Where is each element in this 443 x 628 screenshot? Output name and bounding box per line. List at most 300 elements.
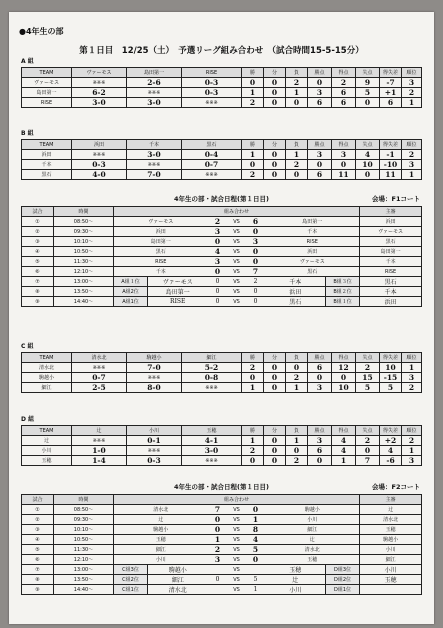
away-score: 0: [246, 505, 266, 515]
away-team: 駒越小: [266, 505, 360, 515]
header-cell: 失点: [356, 353, 380, 363]
away-score: 1: [246, 515, 266, 525]
header-cell: 得点: [332, 140, 356, 150]
home-score: 0: [208, 525, 228, 535]
away-score: 0: [246, 297, 266, 307]
table-row: [22, 170, 422, 180]
match-time: 09:30～: [54, 515, 114, 525]
header-cell: 分: [264, 140, 286, 150]
stat-cell: 5: [380, 383, 402, 393]
vs-label: VS: [228, 267, 246, 277]
table-row: [22, 160, 422, 170]
score-cell: 7-0: [127, 170, 182, 180]
header-cell: 勝点: [308, 68, 332, 78]
seed-team: 細江: [148, 575, 208, 585]
vs-label: VS: [228, 257, 246, 267]
group-label: B 組: [21, 130, 34, 137]
home-team: 辻: [114, 515, 208, 525]
home-score: 0: [208, 575, 228, 585]
score-cell: 0-8: [182, 373, 242, 383]
match-number: ⑥: [22, 555, 54, 565]
header-cell: 駒越小: [127, 353, 182, 363]
vs-label: VS: [228, 575, 246, 585]
match-time: 08:50～: [54, 217, 114, 227]
header-cell: 勝点: [308, 140, 332, 150]
team-name: 辻: [22, 436, 72, 446]
score-cell: 1-0: [72, 446, 127, 456]
match-number: ⑤: [22, 545, 54, 555]
seed-team: 小川: [266, 585, 326, 595]
stat-cell: 2: [332, 78, 356, 88]
stat-cell: 2: [286, 456, 308, 466]
table-row: [22, 545, 422, 555]
match-time: 14:40～: [54, 297, 114, 307]
header-cell: 主審: [360, 495, 422, 505]
header-cell: 負: [286, 68, 308, 78]
referee: 清水北: [360, 515, 422, 525]
table-row: [22, 150, 422, 160]
stat-cell: 5: [356, 383, 380, 393]
home-score: [208, 585, 228, 595]
stat-cell: 3: [402, 78, 422, 88]
self-match-cell: ※※※: [72, 150, 127, 160]
stat-cell: 0: [286, 98, 308, 108]
header-cell: 負: [286, 140, 308, 150]
stat-cell: 0: [308, 456, 332, 466]
table-row: [22, 217, 422, 227]
seed-label: A組１位: [114, 277, 148, 287]
stat-cell: 0: [356, 170, 380, 180]
match-number: ④: [22, 535, 54, 545]
away-team: 玉穂: [266, 555, 360, 565]
home-score: [208, 565, 228, 575]
self-match-cell: ※※※: [72, 78, 127, 88]
stat-cell: -7: [380, 78, 402, 88]
header-cell: TEAM: [22, 426, 72, 436]
table-row: [22, 297, 422, 307]
score-cell: 2-6: [127, 78, 182, 88]
header-cell: 小川: [127, 426, 182, 436]
score-cell: 4-1: [182, 436, 242, 446]
stat-cell: 0: [264, 88, 286, 98]
stat-cell: 6: [308, 170, 332, 180]
seed-label: B組３位: [326, 277, 360, 287]
match-time: 13:50～: [54, 287, 114, 297]
league-header-row: [22, 426, 422, 436]
score-cell: 6-2: [72, 88, 127, 98]
header-cell: 得失差: [380, 140, 402, 150]
stat-cell: 0: [242, 160, 264, 170]
home-team: 清水北: [114, 505, 208, 515]
header-cell: 負: [286, 426, 308, 436]
header-cell: 得点: [332, 68, 356, 78]
stat-cell: 2: [242, 98, 264, 108]
stat-cell: 6: [308, 363, 332, 373]
schedule-table: [21, 206, 422, 307]
stat-cell: +1: [380, 88, 402, 98]
stat-cell: 2: [286, 78, 308, 88]
stat-cell: 3: [308, 383, 332, 393]
referee: [360, 585, 422, 595]
team-name: 小川: [22, 446, 72, 456]
seed-team: 清水北: [148, 585, 208, 595]
header-cell: 時間: [54, 207, 114, 217]
stat-cell: 1: [402, 363, 422, 373]
home-score: 0: [208, 267, 228, 277]
stat-cell: 0: [332, 160, 356, 170]
away-score: 0: [246, 227, 266, 237]
self-match-cell: ※※※: [182, 456, 242, 466]
stat-cell: 2: [242, 446, 264, 456]
table-row: [22, 585, 422, 595]
referee: 辻: [360, 505, 422, 515]
day-title: 第１日目 12/25（土） 予選リーグ組み合わせ （試合時間15-5-15分）: [79, 46, 364, 56]
header-cell: TEAM: [22, 68, 72, 78]
header-cell: 清水北: [72, 353, 127, 363]
stat-cell: 2: [402, 436, 422, 446]
vs-label: VS: [228, 515, 246, 525]
referee: 千本: [360, 257, 422, 267]
vs-label: VS: [228, 217, 246, 227]
stat-cell: 0: [264, 170, 286, 180]
match-time: 13:50～: [54, 575, 114, 585]
stat-cell: 3: [308, 436, 332, 446]
table-row: [22, 456, 422, 466]
group-label: A 組: [21, 58, 34, 65]
score-cell: 0-3: [182, 78, 242, 88]
court-label: 会場：F2コート: [372, 483, 420, 491]
header-cell: 順位: [402, 426, 422, 436]
stat-cell: 0: [264, 373, 286, 383]
match-number: ④: [22, 247, 54, 257]
match-number: ⑦: [22, 277, 54, 287]
away-score: 0: [246, 247, 266, 257]
league-table: [21, 67, 422, 108]
league-header-row: [22, 140, 422, 150]
court-label: 会場：F1コート: [372, 195, 420, 203]
score-cell: 0-7: [72, 373, 127, 383]
schedule-table: [21, 494, 422, 595]
home-score: 7: [208, 505, 228, 515]
team-name: 島田第一: [22, 88, 72, 98]
referee: ヴァーモス: [360, 227, 422, 237]
match-time: 11:30～: [54, 545, 114, 555]
stat-cell: 2: [402, 88, 422, 98]
tournament-sheet: [9, 12, 434, 624]
stat-cell: 2: [356, 363, 380, 373]
header-cell: 分: [264, 353, 286, 363]
away-team: 島田第一: [266, 217, 360, 227]
header-cell: 勝点: [308, 353, 332, 363]
stat-cell: 2: [242, 363, 264, 373]
match-time: 13:00～: [54, 565, 114, 575]
stat-cell: 0: [286, 446, 308, 456]
score-cell: 5-2: [182, 363, 242, 373]
referee: 玉穂: [360, 575, 422, 585]
group-label: C 組: [21, 343, 34, 350]
away-score: 6: [246, 217, 266, 227]
header-cell: 失点: [356, 426, 380, 436]
stat-cell: 4: [332, 436, 356, 446]
match-time: 10:10～: [54, 525, 114, 535]
referee: 浜田: [360, 297, 422, 307]
table-row: [22, 287, 422, 297]
stat-cell: 0: [286, 170, 308, 180]
match-number: ③: [22, 525, 54, 535]
vs-label: VS: [228, 247, 246, 257]
stat-cell: 2: [242, 170, 264, 180]
score-cell: 0-3: [182, 88, 242, 98]
home-score: 2: [208, 545, 228, 555]
header-cell: 試合: [22, 207, 54, 217]
header-cell: 細江: [182, 353, 242, 363]
stat-cell: 0: [308, 78, 332, 88]
header-cell: 千本: [127, 140, 182, 150]
match-number: ③: [22, 237, 54, 247]
away-score: 3: [246, 237, 266, 247]
self-match-cell: ※※※: [182, 170, 242, 180]
away-team: 千本: [266, 227, 360, 237]
away-score: 4: [246, 535, 266, 545]
stat-cell: 0: [308, 160, 332, 170]
table-row: [22, 383, 422, 393]
table-row: [22, 98, 422, 108]
header-cell: 勝: [242, 426, 264, 436]
header-cell: 浜田: [72, 140, 127, 150]
referee: RISE: [360, 267, 422, 277]
stat-cell: 0: [242, 373, 264, 383]
self-match-cell: ※※※: [127, 88, 182, 98]
team-name: 細江: [22, 383, 72, 393]
match-time: 10:50～: [54, 535, 114, 545]
home-team: 浜田: [114, 227, 208, 237]
stat-cell: 3: [308, 150, 332, 160]
stat-cell: 2: [402, 150, 422, 160]
self-match-cell: ※※※: [72, 363, 127, 373]
stat-cell: -10: [380, 160, 402, 170]
seed-label: D組1位: [326, 585, 360, 595]
seed-label: B組２位: [326, 287, 360, 297]
stat-cell: 6: [380, 98, 402, 108]
schedule-title: 4年生の部・試合日程(第１日目): [174, 483, 269, 491]
stat-cell: 9: [356, 78, 380, 88]
stat-cell: 0: [242, 456, 264, 466]
stat-cell: 0: [264, 363, 286, 373]
vs-label: VS: [228, 585, 246, 595]
match-time: 12:10～: [54, 555, 114, 565]
table-row: [22, 267, 422, 277]
table-row: [22, 535, 422, 545]
seed-team: ヴァーモス: [148, 277, 208, 287]
seed-team: RISE: [148, 297, 208, 307]
stat-cell: 1: [286, 436, 308, 446]
match-number: ⑥: [22, 267, 54, 277]
stat-cell: 6: [332, 98, 356, 108]
stat-cell: 15: [356, 373, 380, 383]
stat-cell: 2: [286, 160, 308, 170]
away-team: 辻: [266, 535, 360, 545]
header-cell: 得失差: [380, 68, 402, 78]
self-match-cell: ※※※: [127, 446, 182, 456]
table-row: [22, 257, 422, 267]
match-number: ①: [22, 217, 54, 227]
home-team: 玉穂: [114, 535, 208, 545]
home-team: ヴァーモス: [114, 217, 208, 227]
seed-label: C組1位: [114, 585, 148, 595]
stat-cell: 6: [308, 98, 332, 108]
stat-cell: 0: [264, 78, 286, 88]
seed-team: 島田第一: [148, 287, 208, 297]
header-cell: RISE: [182, 68, 242, 78]
self-match-cell: ※※※: [72, 436, 127, 446]
table-row: [22, 505, 422, 515]
vs-label: VS: [228, 565, 246, 575]
score-cell: 4-0: [72, 170, 127, 180]
stat-cell: 0: [264, 436, 286, 446]
header-cell: 得点: [332, 426, 356, 436]
table-row: [22, 227, 422, 237]
team-name: ヴァーモス: [22, 78, 72, 88]
home-team: 小川: [114, 555, 208, 565]
stat-cell: 1: [242, 88, 264, 98]
vs-label: VS: [228, 525, 246, 535]
stat-cell: 3: [402, 373, 422, 383]
match-number: ⑨: [22, 585, 54, 595]
home-score: 0: [208, 515, 228, 525]
away-score: [246, 565, 266, 575]
team-name: 浜田: [22, 150, 72, 160]
seed-label: D組3位: [326, 565, 360, 575]
home-team: RISE: [114, 257, 208, 267]
seed-label: A組1位: [114, 297, 148, 307]
table-row: [22, 88, 422, 98]
team-name: 黒石: [22, 170, 72, 180]
home-score: 3: [208, 555, 228, 565]
score-cell: 0-1: [127, 436, 182, 446]
stat-cell: 4: [380, 446, 402, 456]
header-cell: 順位: [402, 68, 422, 78]
match-time: 12:10～: [54, 267, 114, 277]
away-score: 5: [246, 575, 266, 585]
home-score: 0: [208, 237, 228, 247]
schedule-title: 4年生の部・試合日程(第１日目): [174, 195, 269, 203]
away-score: 0: [246, 555, 266, 565]
table-row: [22, 555, 422, 565]
stat-cell: 7: [356, 456, 380, 466]
away-team: 小川: [266, 515, 360, 525]
home-score: 3: [208, 257, 228, 267]
home-score: 0: [208, 277, 228, 287]
league-table: [21, 139, 422, 180]
header-cell: 分: [264, 426, 286, 436]
seed-label: D組2位: [326, 575, 360, 585]
stat-cell: 10: [380, 363, 402, 373]
away-score: 8: [246, 525, 266, 535]
stat-cell: 0: [308, 373, 332, 383]
stat-cell: 3: [402, 160, 422, 170]
stat-cell: 0: [264, 446, 286, 456]
stat-cell: 11: [332, 170, 356, 180]
stat-cell: 6: [332, 88, 356, 98]
self-match-cell: ※※※: [182, 98, 242, 108]
referee: 浜田: [360, 217, 422, 227]
header-cell: 順位: [402, 353, 422, 363]
stat-cell: 1: [286, 383, 308, 393]
referee: 千本: [360, 287, 422, 297]
match-number: ⑧: [22, 287, 54, 297]
header-cell: 失点: [356, 68, 380, 78]
header-cell: 得失差: [380, 426, 402, 436]
stat-cell: 1: [242, 150, 264, 160]
home-team: 駒越小: [114, 525, 208, 535]
score-cell: 0-7: [182, 160, 242, 170]
away-score: 0: [246, 257, 266, 267]
score-cell: 1-4: [72, 456, 127, 466]
referee: 玉穂: [360, 525, 422, 535]
self-match-cell: ※※※: [182, 383, 242, 393]
header-cell: 順位: [402, 140, 422, 150]
match-time: 08:50～: [54, 505, 114, 515]
score-cell: 3-0: [72, 98, 127, 108]
seed-team: 玉穂: [266, 565, 326, 575]
vs-label: VS: [228, 277, 246, 287]
match-number: ⑨: [22, 297, 54, 307]
grade-title: ●4年生の部: [19, 27, 64, 36]
match-time: 10:10～: [54, 237, 114, 247]
header-cell: 黒石: [182, 140, 242, 150]
stat-cell: 0: [264, 98, 286, 108]
stat-cell: 5: [356, 88, 380, 98]
match-time: 13:00～: [54, 277, 114, 287]
seed-team: 辻: [266, 575, 326, 585]
stat-cell: 0: [264, 383, 286, 393]
away-score: 1: [246, 585, 266, 595]
stat-cell: 1: [402, 98, 422, 108]
home-team: 千本: [114, 267, 208, 277]
home-team: 島田第一: [114, 237, 208, 247]
header-cell: 得失差: [380, 353, 402, 363]
table-row: [22, 277, 422, 287]
vs-label: VS: [228, 237, 246, 247]
header-cell: TEAM: [22, 353, 72, 363]
header-cell: ヴァーモス: [72, 68, 127, 78]
seed-label: B組１位: [326, 297, 360, 307]
stat-cell: 10: [356, 160, 380, 170]
stat-cell: 0: [264, 160, 286, 170]
team-name: 千本: [22, 160, 72, 170]
table-row: [22, 525, 422, 535]
match-number: ⑦: [22, 565, 54, 575]
vs-label: VS: [228, 505, 246, 515]
team-name: 駒越小: [22, 373, 72, 383]
table-row: [22, 247, 422, 257]
header-cell: 負: [286, 353, 308, 363]
referee: 黒石: [360, 237, 422, 247]
table-row: [22, 363, 422, 373]
away-score: 2: [246, 277, 266, 287]
stat-cell: 2: [356, 436, 380, 446]
league-header-row: [22, 68, 422, 78]
header-cell: 勝点: [308, 426, 332, 436]
stat-cell: 2: [402, 383, 422, 393]
team-name: 清水北: [22, 363, 72, 373]
stat-cell: 1: [332, 456, 356, 466]
match-time: 14:40～: [54, 585, 114, 595]
away-team: RISE: [266, 237, 360, 247]
stat-cell: -6: [380, 456, 402, 466]
match-number: ⑤: [22, 257, 54, 267]
home-score: 3: [208, 227, 228, 237]
